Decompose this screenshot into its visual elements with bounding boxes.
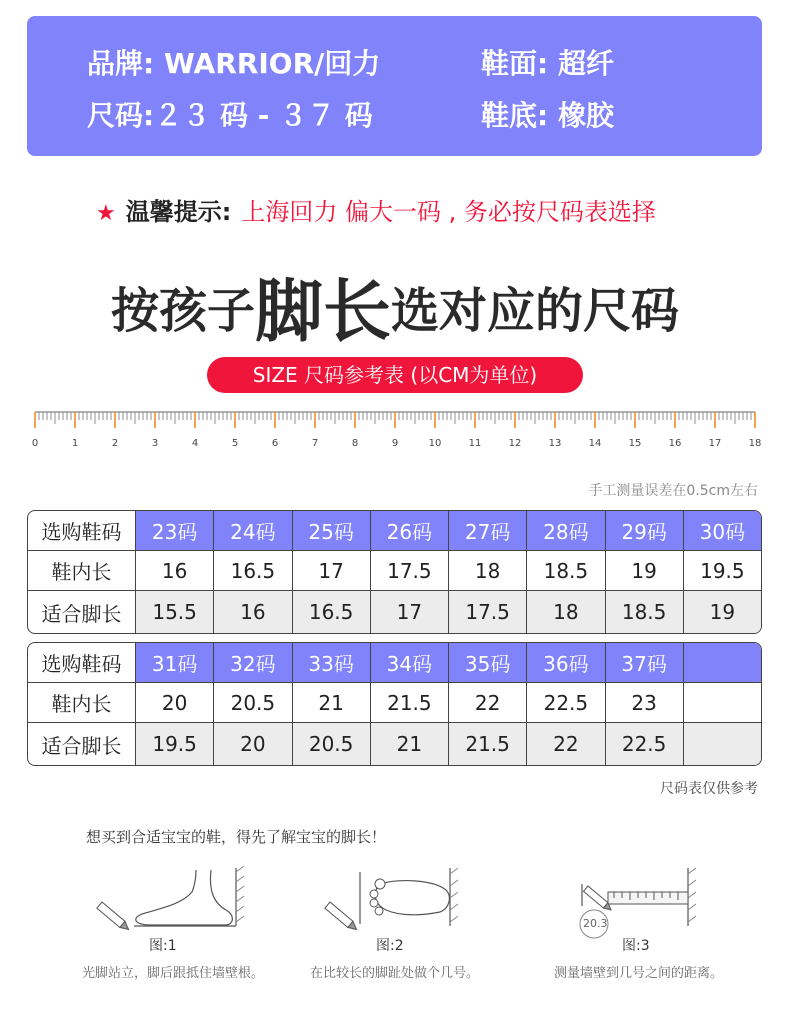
measurement-error-note: 手工测量误差在0.5cm左右: [588, 483, 758, 499]
table-cell: 33码: [293, 643, 371, 682]
spec-banner: [27, 16, 762, 156]
ruler-label: 6: [271, 438, 279, 449]
table-cell: 27码: [449, 511, 527, 550]
table-cell: 16: [136, 551, 214, 590]
tip-text: 上海回力 偏大一码 , 务必按尺码表选择: [241, 198, 656, 226]
ruler-label: 10: [428, 438, 442, 449]
ruler-label: 11: [468, 438, 482, 449]
table-cell: 24码: [214, 511, 292, 550]
figure-2: [300, 862, 530, 992]
table-cell: [684, 683, 761, 722]
inner-length-row: [28, 683, 761, 723]
tip-label: 温馨提示:: [125, 198, 232, 226]
size-row: [28, 511, 761, 551]
table-cell: 17.5: [449, 591, 527, 633]
figure-1-label: 图:1: [149, 938, 177, 954]
ruler-label: 7: [311, 438, 319, 449]
table-cell: 21.5: [449, 723, 527, 765]
table-cell: 21.5: [371, 683, 449, 722]
figure-3: [548, 862, 778, 992]
table-cell: [684, 643, 761, 682]
foot-top-icon: [300, 862, 530, 962]
table-cell: 20.5: [293, 723, 371, 765]
table-cell: 21: [293, 683, 371, 722]
sole-material-text: 鞋底: 橡胶: [481, 99, 614, 132]
size-table-2: [27, 642, 762, 766]
table-cell: 32码: [214, 643, 292, 682]
size-chart-pill: SIZE 尺码参考表 (以CM为单位): [207, 357, 583, 393]
inner-length-row: [28, 551, 761, 591]
table-cell: 16.5: [293, 591, 371, 633]
ruler-label: 13: [548, 438, 562, 449]
ruler-label: 3: [151, 438, 159, 449]
star-icon: ★: [96, 201, 116, 226]
table-cell: 28码: [527, 511, 605, 550]
foot-side-icon: [76, 862, 306, 962]
ruler-label: 4: [191, 438, 199, 449]
size-table-1: [27, 510, 762, 634]
headline-emphasis: 脚长: [254, 273, 391, 352]
table-cell: 35码: [449, 643, 527, 682]
table-cell: 37码: [606, 643, 684, 682]
table-cell: 18: [449, 551, 527, 590]
table-cell: 30码: [684, 511, 761, 550]
fit-length-row: [28, 591, 761, 633]
fit-length-row: [28, 723, 761, 765]
table-cell: 15.5: [136, 591, 214, 633]
table-cell: 17: [371, 591, 449, 633]
table-cell: 23码: [136, 511, 214, 550]
table-cell: 29码: [606, 511, 684, 550]
ruler-label: 8: [351, 438, 359, 449]
table-cell: 18.5: [606, 591, 684, 633]
table-cell: [684, 723, 761, 765]
footer-title: 想买到合适宝宝的鞋，得先了解宝宝的脚长！: [86, 828, 387, 846]
figure-3-label: 图:3: [622, 938, 650, 954]
ruler-label: 12: [508, 438, 522, 449]
ruler-label: 14: [588, 438, 602, 449]
warm-tip: [96, 192, 656, 227]
ruler-label: 1: [71, 438, 79, 449]
table-cell: 17: [293, 551, 371, 590]
table-cell: 36码: [527, 643, 605, 682]
headline: [0, 258, 790, 355]
ruler-label: 15: [628, 438, 642, 449]
table-cell: 21: [371, 723, 449, 765]
row-label: 鞋内长: [28, 683, 136, 722]
row-label: 鞋内长: [28, 551, 136, 590]
figure-2-label: 图:2: [376, 938, 404, 954]
table-cell: 18: [527, 591, 605, 633]
row-label: 适合脚长: [28, 723, 136, 765]
ruler-label: 5: [231, 438, 239, 449]
table-cell: 20: [214, 723, 292, 765]
headline-part1: 按孩子: [110, 283, 255, 339]
table-cell: 23: [606, 683, 684, 722]
table-cell: 16: [214, 591, 292, 633]
ruler-label: 16: [668, 438, 682, 449]
table-cell: 22: [527, 723, 605, 765]
table-cell: 26码: [371, 511, 449, 550]
headline-part3: 选对应的尺码: [391, 283, 680, 339]
table-cell: 25码: [293, 511, 371, 550]
figure-3-caption: 测量墙壁到几号之间的距离。: [554, 966, 724, 981]
upper-material-text: 鞋面: 超纤: [481, 47, 614, 80]
measure-wall-icon: [548, 862, 778, 962]
table-cell: 16.5: [214, 551, 292, 590]
measurement-reading: 20.3: [583, 917, 608, 930]
figure-2-caption: 在比较长的脚趾处做个几号。: [310, 966, 480, 981]
table-cell: 19: [606, 551, 684, 590]
ruler-graphic: [0, 404, 790, 464]
table-cell: 34码: [371, 643, 449, 682]
table-cell: 17.5: [371, 551, 449, 590]
size-row: [28, 643, 761, 683]
row-label: 选购鞋码: [28, 511, 136, 550]
table-cell: 31码: [136, 643, 214, 682]
table-cell: 19: [684, 591, 761, 633]
table-cell: 20: [136, 683, 214, 722]
table-cell: 20.5: [214, 683, 292, 722]
brand-text: 品牌: WARRIOR/回力: [87, 47, 381, 80]
table-cell: 19.5: [700, 558, 745, 583]
row-label: 适合脚长: [28, 591, 136, 633]
figure-1: [76, 862, 306, 992]
table-cell: 22.5: [527, 683, 605, 722]
table-cell: 19.5: [136, 723, 214, 765]
size-range-text: 尺码:２３ 码 - ３７ 码: [87, 99, 373, 132]
reference-note: 尺码表仅供参考: [660, 781, 758, 797]
table-cell: 22: [449, 683, 527, 722]
ruler-label: 2: [111, 438, 119, 449]
table-cell: 22.5: [606, 723, 684, 765]
ruler-label: 9: [391, 438, 399, 449]
row-label: 选购鞋码: [28, 643, 136, 682]
ruler-label: 0: [31, 438, 39, 449]
table-cell: 18.5: [527, 551, 605, 590]
ruler-label: 17: [708, 438, 722, 449]
ruler-label: 18: [748, 438, 762, 449]
figure-1-caption: 光脚站立，脚后跟抵住墙壁根。: [82, 966, 265, 981]
